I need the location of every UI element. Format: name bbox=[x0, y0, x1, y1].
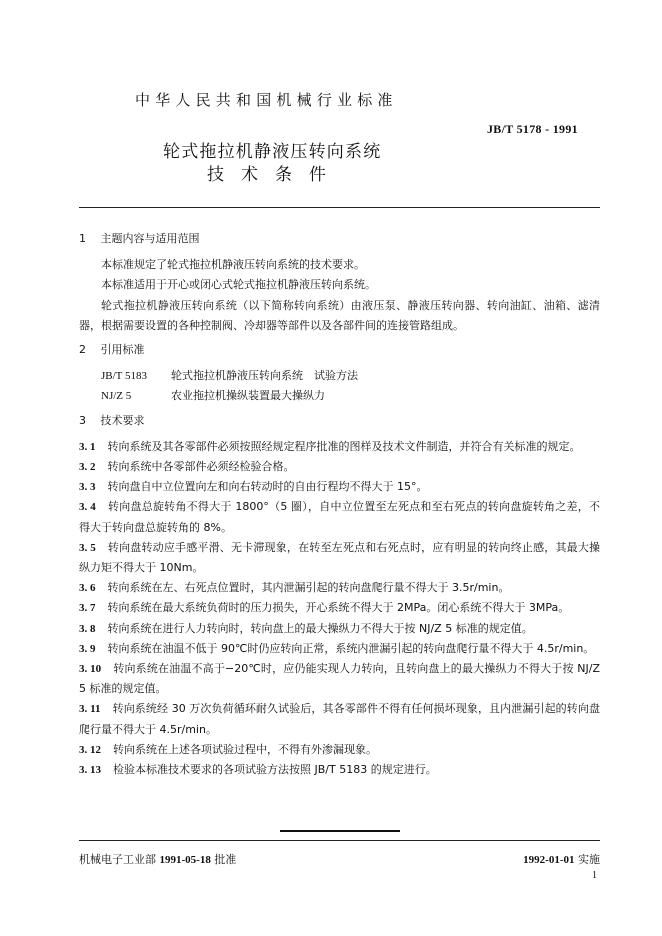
section-title: 技术要求 bbox=[100, 413, 145, 427]
clause-number: 3. 12 bbox=[79, 743, 101, 756]
reference-title: 农业拖拉机操纵装置最大操纵力 bbox=[171, 389, 325, 403]
reference-item bbox=[79, 366, 600, 386]
clause bbox=[79, 639, 600, 659]
clause-text: 转向系统在进行人力转向时，转向盘上的最大操纵力不得大于按 NJ/Z 5 标准的规定值。 bbox=[107, 621, 533, 635]
clause bbox=[79, 457, 600, 477]
clause bbox=[79, 477, 600, 497]
document-title: 轮式拖拉机静液压转向系统 bbox=[163, 142, 382, 162]
clause-text: 转向系统在左、右死点位置时，其内泄漏引起的转向盘爬行量不得大于 3.5r/min。 bbox=[107, 581, 510, 595]
clause-number: 3. 10 bbox=[79, 663, 102, 676]
paragraph: 本标准适用于开心或闭心式轮式拖拉机静液压转向系统。 bbox=[101, 278, 376, 292]
section-number: 2 bbox=[79, 343, 86, 357]
paragraph: 本标准规定了轮式拖拉机静液压转向系统的技术要求。 bbox=[101, 258, 365, 272]
clause-number: 3. 6 bbox=[79, 582, 96, 595]
clause-text: 转向系统在上述各项试验过程中，不得有外渗漏现象。 bbox=[113, 742, 377, 756]
clause-text: 转向系统在油温不高于−20℃时，应仍能实现人力转向，且转向盘上的最大操纵力不得大于按 NJ/Z 5 标准的规定值。 bbox=[79, 662, 600, 696]
header-divider bbox=[79, 207, 600, 208]
clause bbox=[79, 598, 600, 618]
clause-text: 转向盘总旋转角不得大于 1800°（5 圈），自中立位置至左死点和至右死点的转向盘旋转角之差，不得大于转向盘总旋转角的 8%。 bbox=[79, 500, 601, 534]
footer-divider bbox=[79, 840, 600, 841]
end-mark-divider bbox=[280, 830, 400, 832]
section-heading bbox=[79, 340, 600, 360]
page-number: 1 bbox=[592, 870, 597, 881]
clause-text: 转向系统在油温不低于 90℃时仍应转向正常，系统内泄漏引起的转向盘爬行量不得大于 4.5r/min。 bbox=[107, 641, 595, 655]
clause-number: 3. 4 bbox=[79, 501, 96, 514]
standard-code: JB/T 5178 - 1991 bbox=[487, 122, 578, 136]
clause-number: 3. 7 bbox=[79, 602, 96, 615]
clause-number: 3. 8 bbox=[79, 622, 96, 635]
clause bbox=[79, 699, 600, 739]
reference-code: NJ/Z 5 bbox=[101, 390, 132, 403]
clause-text: 转向系统经 30 万次负荷循环耐久试验后，其各零部件不得有任何损坏现象，且内泄漏引起的转向盘爬行量不得大于 4.5r/min。 bbox=[79, 702, 600, 736]
clause bbox=[79, 659, 600, 699]
section-number: 3 bbox=[79, 413, 86, 427]
document-subtitle: 技术条件 bbox=[207, 165, 343, 185]
section-title: 主题内容与适用范围 bbox=[100, 232, 200, 245]
clause-text: 转向盘转动应手感平滑、无卡滞现象，在转至左死点和右死点时，应有明显的转向终止感，其最大操纵力矩不得大于 10Nm。 bbox=[79, 540, 601, 575]
clause-number: 3. 3 bbox=[79, 481, 96, 494]
issuing-authority: 中华人民共和国机械行业标准 bbox=[135, 91, 398, 109]
section-title: 引用标准 bbox=[100, 343, 145, 357]
effective-info bbox=[523, 851, 600, 867]
section-heading bbox=[79, 229, 600, 249]
effective-label: 实施 bbox=[578, 853, 600, 866]
clause-number: 3. 5 bbox=[79, 541, 96, 554]
clause-number: 3. 13 bbox=[79, 764, 101, 777]
reference-code: JB/T 5183 bbox=[101, 370, 147, 383]
reference-title: 轮式拖拉机静液压转向系统 试验方法 bbox=[171, 369, 358, 383]
effective-date: 1992-01-01 bbox=[523, 854, 575, 866]
clause bbox=[79, 578, 600, 598]
reference-item bbox=[79, 386, 600, 406]
paragraph: 轮式拖拉机静液压转向系统（以下简称转向系统）由液压泵、静液压转向器、转向油缸、油箱、滤清器，根据需要设置的各种控制阀、冷却器等部件以及各部件间的连接管路组成。 bbox=[79, 298, 600, 332]
clause-number: 3. 11 bbox=[79, 703, 101, 716]
clause-text: 检验本标准技术要求的各项试验方法按照 JB/T 5183 的规定进行。 bbox=[113, 763, 437, 777]
clause bbox=[79, 437, 600, 457]
approve-label: 批准 bbox=[214, 853, 237, 866]
approval-info bbox=[79, 851, 236, 867]
clause bbox=[79, 619, 600, 639]
clause bbox=[79, 497, 600, 537]
clause-text: 转向盘自中立位置向左和向右转动时的自由行程均不得大于 15°。 bbox=[107, 480, 428, 494]
approve-date: 1991-05-18 bbox=[159, 854, 211, 866]
clause-number: 3. 1 bbox=[79, 440, 96, 453]
section-number: 1 bbox=[79, 232, 86, 245]
issuer: 机械电子工业部 bbox=[79, 853, 156, 866]
clause bbox=[79, 760, 600, 780]
clause-text: 转向系统在最大系统负荷时的压力损失，开心系统不得大于 2MPa。闭心系统不得大于 3MPa。 bbox=[107, 601, 570, 615]
clause-text: 转向系统及其各零部件必须按照经规定程序批准的图样及技术文件制造，并符合有关标准的规定。 bbox=[107, 439, 581, 453]
clause-number: 3. 9 bbox=[79, 642, 96, 655]
clause-number: 3. 2 bbox=[79, 461, 96, 474]
section-heading bbox=[79, 411, 600, 431]
document-body bbox=[79, 229, 600, 780]
clause bbox=[79, 538, 600, 578]
clause bbox=[79, 740, 600, 760]
clause-text: 转向系统中各零部件必须经检验合格。 bbox=[107, 460, 295, 474]
